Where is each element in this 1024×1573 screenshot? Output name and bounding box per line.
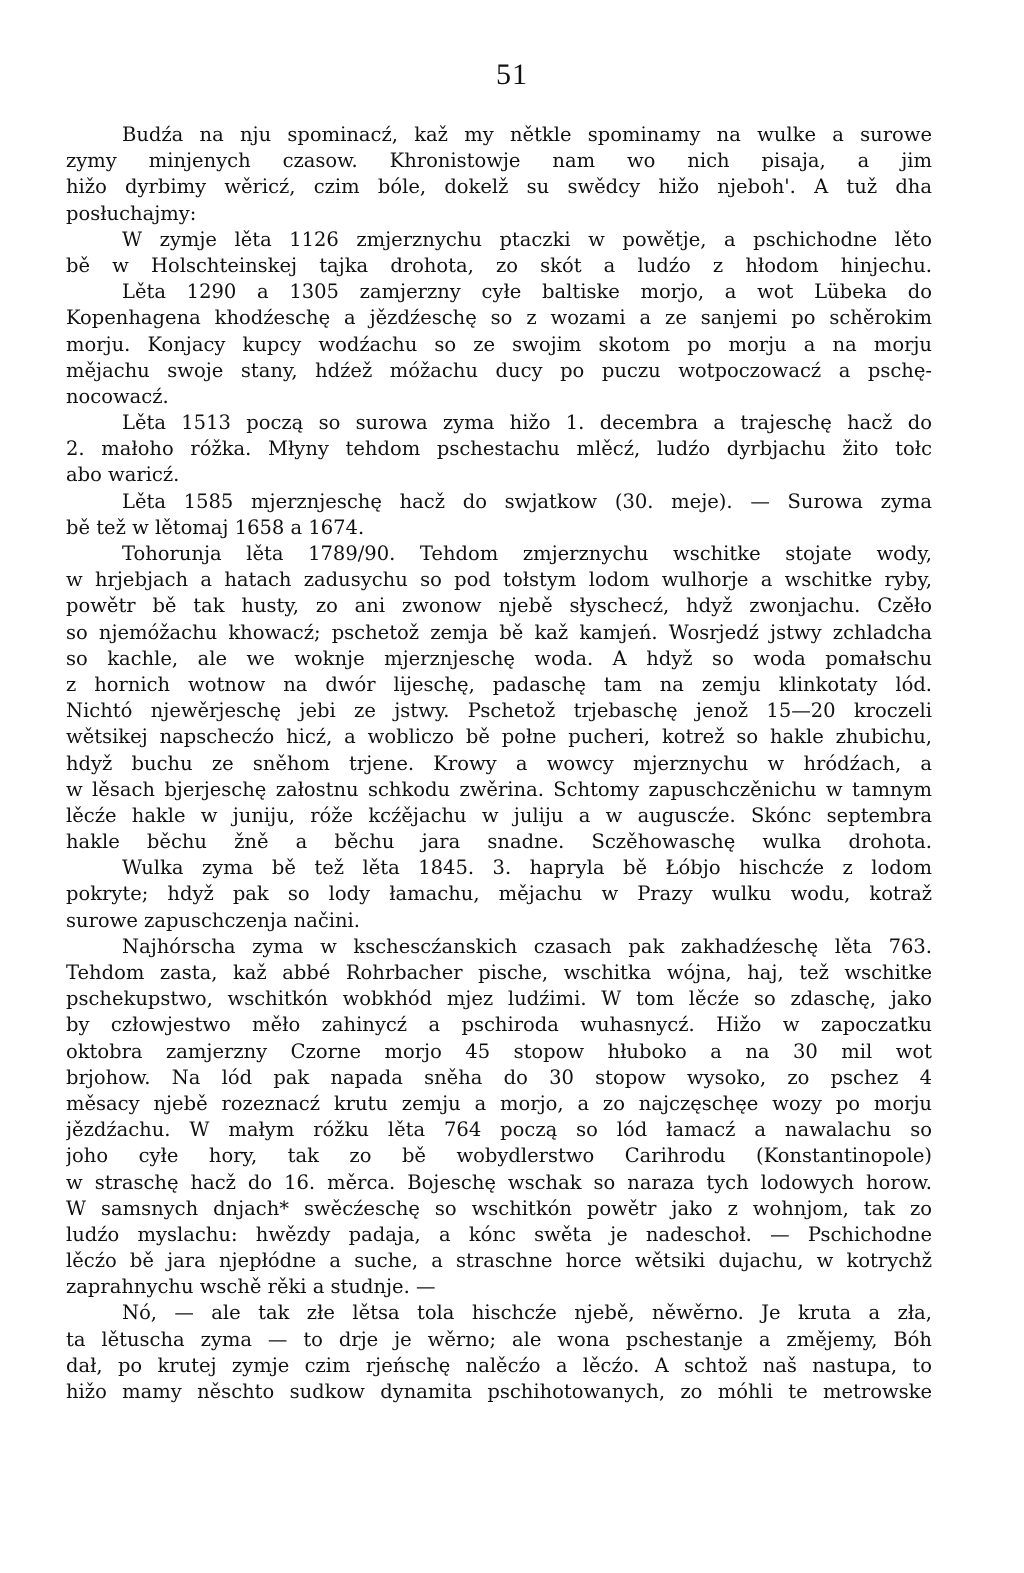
text-line: w hrjebjach a hatach zadusychu so pod tołstym lodom wulhorje a wschitke ryby, xyxy=(66,568,932,592)
text-line: nocowacź. xyxy=(66,384,169,408)
text-line: so njemóžachu khowacź; pschetož zemja bě kaž kamjeń. Wosrjedź jstwy zchladcha xyxy=(66,620,932,644)
text-line: posłuchajmy: xyxy=(66,201,197,225)
text-line: z hornich wotnow na dwór lijeschę, padaschę tam na zemju klinkotaty lód. xyxy=(66,672,932,696)
body-text xyxy=(66,122,932,1405)
page-number: 51 xyxy=(496,58,528,91)
text-line: W zymje lěta 1126 zmjerznychu ptaczki w powětje, a pschichodne lěto xyxy=(122,227,932,251)
text-line: oktobra zamjerzny Czorne morjo 45 stopow hłuboko a na 30 mil wot xyxy=(66,1039,932,1063)
text-line: Lěta 1513 począ so surowa zyma hižo 1. decembra a trajeschę hacž do xyxy=(122,411,932,435)
text-line: hižo dyrbimy wěricź, czim bóle, dokelž su swědcy hižo njeboh'. A tuž dha xyxy=(66,175,932,199)
text-line: brjohow. Na lód pak napada sněha do 30 stopow wysoko, zo pschez 4 xyxy=(66,1065,932,1089)
text-line: bě tež w lětomaj 1658 a 1674. xyxy=(66,515,365,539)
text-line: dał, po krutej zymje czim rjeńschę nalěcźo a lěcźo. A schtož naš nastupa, to xyxy=(66,1353,932,1377)
text-line: Tehdom zasta, kaž abbé Rohrbacher pische, wschitka wójna, haj, tež wschitke xyxy=(66,961,932,984)
text-line: mějachu swoje stany, hdźež móžachu ducy po puczu wotpoczowacź a pschę- xyxy=(66,358,932,382)
text-line: hižo mamy něschto sudkow dynamita pschihotowanych, zo móhli te metrowske xyxy=(66,1380,932,1403)
text-line: ta lětuscha zyma — to drje je wěrno; ale wona pschestanje a změjemy, Bóh xyxy=(66,1327,932,1351)
text-line: Budźa na nju spominacź, kaž my nětkle spominamy na wulke a surowe xyxy=(122,123,932,146)
text-line: surowe zapuschczenja načini. xyxy=(66,908,360,932)
text-line: lěcźe hakle w juniju, róže kcźějachu w juliju a w auguscźe. Skónc septembra xyxy=(66,803,932,827)
text-line: měsacy njebě rozeznacź krutu zemju a morjo, a zo najczęschęe wozy po morju xyxy=(66,1091,932,1115)
text-line: hdyž buchu ze sněhom trjene. Krowy a wowcy mjerznychu w hródźach, a xyxy=(66,751,932,775)
text-line: zymy minjenych czasow. Khronistowje nam wo nich pisaja, a jim xyxy=(66,149,932,173)
text-line: wětsikej napschecźo hicź, a wobliczo bě połne pucheri, kotrež so hakle zhubichu, xyxy=(66,725,932,749)
text-line: pschekupstwo, wschitkón wobkhód mjez ludźimi. W tom lěcźe so zdaschę, jako xyxy=(66,987,932,1011)
text-line: zaprahnychu wschě rěki a studnje. — xyxy=(66,1275,436,1299)
text-line: Najhórscha zyma w kschescźanskich czasach pak zakhadźeschę lěta 763. xyxy=(122,934,932,958)
text-line: Wulka zyma bě tež lěta 1845. 3. hapryla bě Łóbjo hischcźe z lodom xyxy=(122,856,932,880)
text-line: ludźo myslachu: hwězdy padaja, a kónc swěta je nadeschoł. — Pschichodne xyxy=(66,1222,932,1246)
text-line: powětr bě tak husty, zo ani zwonow njebě słyschecź, hdyž zwonjachu. Czěło xyxy=(66,594,932,618)
text-line: jězdźachu. W małym róžku lěta 764 począ so lód łamacź a nawalachu so xyxy=(66,1118,932,1142)
text-line: morju. Konjacy kupcy wodźachu so ze swojim skotom po morju a na morju xyxy=(66,332,932,356)
text-line: Nichtó njewěrjeschę jebi ze jstwy. Pschetož trjebaschę jenož 15—20 kroczeli xyxy=(66,699,932,723)
text-line: hakle běchu žně a běchu jara snadne. Sczěhowaschę wulka drohota. xyxy=(66,830,932,854)
text-line: Tohorunja lěta 1789/90. Tehdom zmjerznychu wschitke stojate wody, xyxy=(122,542,932,565)
text-line: lěcźo bě jara njepłódne a suche, a straschne horce wětsiki dujachu, w kotrychž xyxy=(66,1249,932,1273)
text-line: Nó, — ale tak złe lětsa tola hischcźe njebě, něwěrno. Je kruta a zła, xyxy=(122,1301,932,1325)
text-line: w lěsach bjerjeschę załostnu schkodu zwěrina. Schtomy zapuschczěnichu w tamnym xyxy=(66,777,932,801)
text-line: by człowjestwo měło zahinycź a pschiroda wuhasnycź. Hižo w zapoczatku xyxy=(66,1013,932,1037)
text-line: abo waricź. xyxy=(66,463,180,487)
text-line: w straschę hacž do 16. měrca. Bojeschę wschak so naraza tych lodowych horow. xyxy=(66,1170,932,1194)
text-line: so kachle, ale we woknje mjerznjeschę woda. A hdyž so woda pomałschu xyxy=(66,646,932,670)
text-line: pokryte; hdyž pak so lody łamachu, mějachu w Prazy wulku wodu, kotraž xyxy=(66,882,932,906)
text-line: 2. małoho róžka. Młyny tehdom pschestachu mlěcź, ludźo dyrbjachu žito tołc xyxy=(66,437,932,461)
text-line: Lěta 1290 a 1305 zamjerzny cyłe baltiske morjo, a wot Lübeka do xyxy=(122,280,932,304)
text-line: Lěta 1585 mjerznjeschę hacž do swjatkow (30. meje). — Surowa zyma xyxy=(122,489,932,513)
text-line: joho cyłe hory, tak zo bě wobydlerstwo Carihrodu (Konstantinopole) xyxy=(66,1144,932,1168)
text-line: bě w Holschteinskej tajka drohota, zo skót a ludźo z hłodom hinjechu. xyxy=(66,253,932,277)
text-line: Kopenhagena khodźeschę a jězdźeschę so z wozami a ze sanjemi po schěrokim xyxy=(66,306,932,330)
text-line: W samsnych dnjach* swěcźeschę so wschitkón powětr jako z wohnjom, tak zo xyxy=(66,1196,932,1220)
